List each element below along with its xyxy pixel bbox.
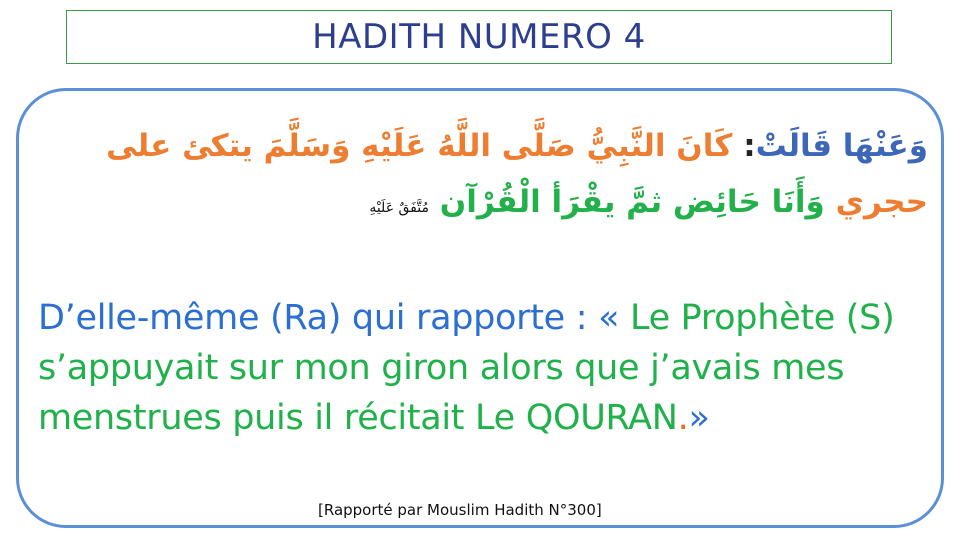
french-intro: D’elle-même (Ra) qui rapporte : [38,298,599,338]
source-reference: [Rapporté par Mouslim Hadith N°300] [318,501,602,519]
french-body: Le Prophète (S) s’appuyait sur mon giron alors que j’avais mes menstrues puis il récitait Le QOURAN [38,298,895,438]
arabic-intro: وَعَنْهَا قَالَتْ [755,128,928,164]
french-period: . [677,398,689,438]
french-open-quote: « [598,298,620,338]
arabic-orange-text: كَانَ النَّبِيُّ صَلَّى اللَّهُ عَلَيْهِ وَسَلَّمَ يتكئ على حجري [106,128,928,220]
arabic-text [72,118,928,236]
arabic-green-text: وَأَنَا حَائِض ثمَّ يقْرَأ الْقُرْآن [439,184,825,220]
page-title: HADITH NUMERO 4 [312,17,646,57]
arabic-colon: : [743,128,756,164]
title-box [66,10,892,64]
french-translation [38,293,918,443]
arabic-reference: مُتَّفَقٌ عَلَيْهِ [369,200,429,216]
french-close-quote: » [688,398,710,438]
